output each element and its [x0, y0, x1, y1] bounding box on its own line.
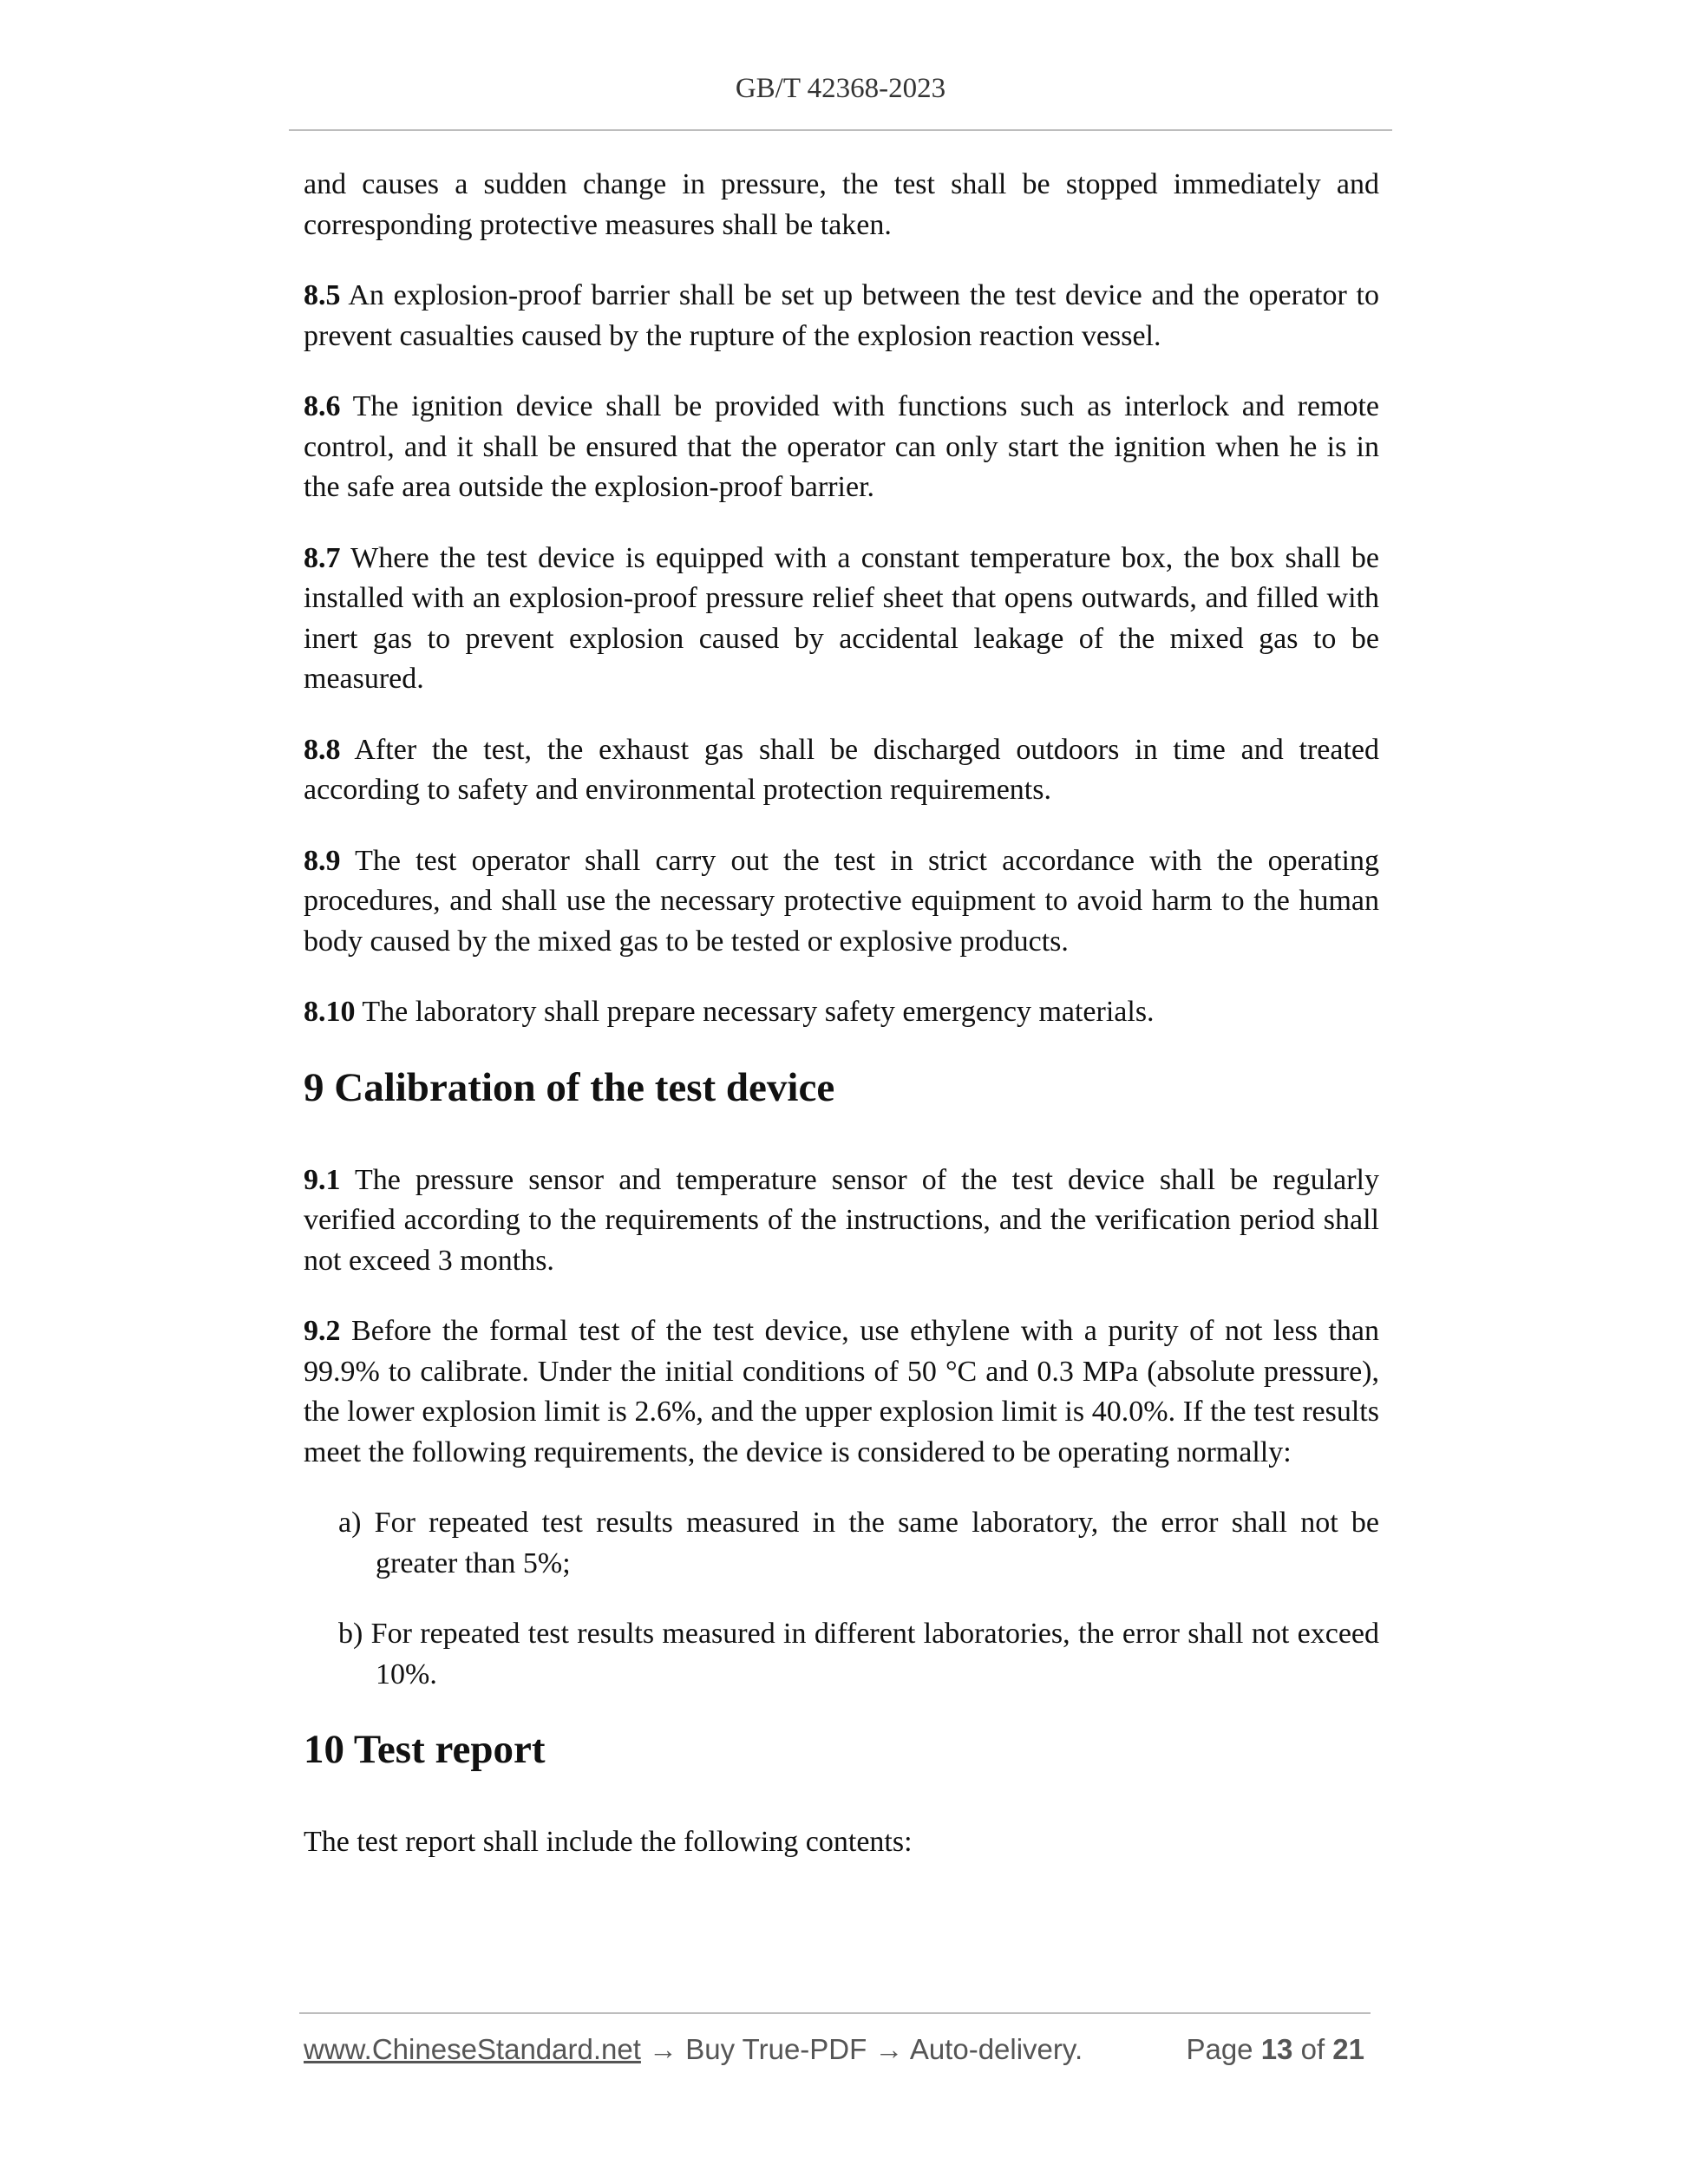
clause-number: 8.10: [304, 996, 356, 1028]
clause-8-6: [304, 387, 1379, 508]
clause-number: 8.6: [304, 390, 341, 422]
running-header: GB/T 42368-2023: [735, 73, 946, 104]
header-divider: [289, 129, 1392, 131]
page-current: 13: [1260, 2033, 1293, 2065]
clause-number: 8.7: [304, 541, 341, 574]
clause-number: 8.9: [304, 844, 341, 877]
site-link[interactable]: www.ChineseStandard.net: [304, 2033, 641, 2065]
clause-text: The test operator shall carry out the test in strict accordance with the operating procedures, and shall use the necessary protective equipment to avoid harm to the human body caused by the mixed gas to be tested or explosive products.: [304, 844, 1379, 958]
footer-promo-text: → Buy True-PDF → Auto-delivery.: [640, 2033, 1083, 2065]
footer-promo: [304, 2033, 1083, 2066]
clause-text: The laboratory shall prepare necessary safety emergency materials.: [355, 996, 1155, 1028]
list-item-a: a) For repeated test results measured in the same laboratory, the error shall not be greater than 5%;: [338, 1507, 1379, 1579]
clause-text: Before the formal test of the test device, use ethylene with a purity of not less than 99.9% to calibrate. Under the initial conditions of 50 °C and 0.3 MPa (absolute pressure), the lower explosion limit is 2.6%, and the upper explosion limit is 40.0%. If the test results meet the following requirements, the device is considered to be operating normally:: [304, 1315, 1379, 1468]
document-body: [304, 165, 1379, 1893]
clause-number: 9.1: [304, 1163, 341, 1196]
clause-9-2: [304, 1311, 1379, 1473]
clause-number: 8.8: [304, 733, 341, 766]
clause-8-9: [304, 841, 1379, 963]
clause-text: Where the test device is equipped with a constant temperature box, the box shall be installed with an explosion-proof pressure relief sheet that opens outwards, and filled with inert gas to prevent explosion caused by accidental leakage of the mixed gas to be measured.: [304, 541, 1379, 695]
clause-text: The pressure sensor and temperature sensor of the test device shall be regularly verified according to the requirements of the instructions, and the verification period shall not exceed 3 months.: [304, 1163, 1379, 1277]
clause-8-8: [304, 730, 1379, 811]
page-footer: [304, 2033, 1371, 2071]
clause-8-10: [304, 992, 1379, 1033]
clause-text: An explosion-proof barrier shall be set up between the test device and the operator to prevent casualties caused by the rupture of the explosion reaction vessel.: [304, 279, 1379, 352]
list-item-b: b) For repeated test results measured in different laboratories, the error shall not exceed 10%.: [338, 1618, 1379, 1690]
paragraph-continued: [304, 165, 1379, 245]
footer-divider: [299, 2012, 1371, 2014]
section-10-heading: 10 Test report: [304, 1727, 546, 1772]
page-number: [1186, 2033, 1364, 2066]
clause-number: 8.5: [304, 279, 341, 311]
clause-9-1: [304, 1161, 1379, 1282]
page-of-label: of: [1292, 2033, 1333, 2065]
section-10-intro: The test report shall include the following contents:: [304, 1826, 913, 1858]
page-label: Page: [1186, 2033, 1261, 2065]
clause-8-7: [304, 539, 1379, 700]
clause-text: After the test, the exhaust gas shall be discharged outdoors in time and treated according to safety and environmental protection requirements.: [304, 733, 1379, 806]
section-9-heading: 9 Calibration of the test device: [304, 1064, 835, 1110]
clause-text: The ignition device shall be provided with functions such as interlock and remote control, and it shall be ensured that the operator can only start the ignition when he is in the safe area outside the explosion-proof barrier.: [304, 390, 1379, 503]
clause-8-5: [304, 276, 1379, 356]
page-total: 21: [1332, 2033, 1364, 2065]
paragraph-text: and causes a sudden change in pressure, the test shall be stopped immediately and corresponding protective measures shall be taken.: [304, 168, 1379, 241]
clause-number: 9.2: [304, 1315, 341, 1347]
